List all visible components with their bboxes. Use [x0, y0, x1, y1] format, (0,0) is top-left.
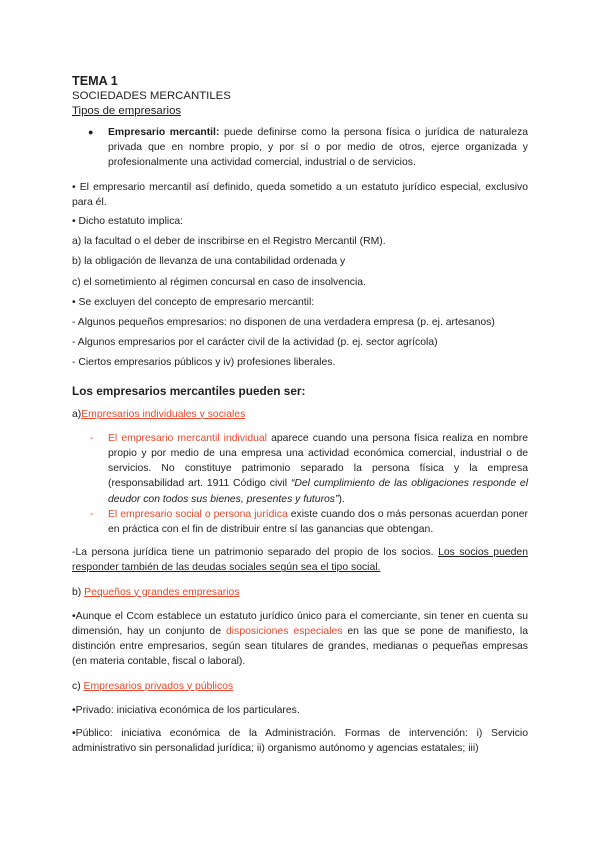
list-item: a) la facultad o el deber de inscribirse en el Registro Mercantil (RM).	[72, 236, 386, 248]
section-c-title: Empresarios privados y públicos	[83, 680, 234, 692]
list-item: - Algunos empresarios por el carácter civil de la actividad (p. ej. sector agrícola)	[72, 337, 438, 349]
definition-text: puede definirse como la persona física o jurídica de naturaleza privada que en nombre propio, y por sí o por medio de otros, ejerce organizada y profesionalmente una actividad comercial, industrial o de servicios.	[108, 127, 528, 169]
section-a-note	[72, 545, 528, 575]
page-subtitle: SOCIEDADES MERCANTILES	[72, 90, 231, 102]
section-c-heading	[72, 679, 528, 694]
item1-quote: “Del cumplimiento de las obligaciones responde el deudor con todos sus bienes, presentes y futuros”	[108, 478, 528, 505]
paragraph: • El empresario mercantil así definido, queda sometido a un estatuto jurídico especial, exclusivo para él.	[72, 181, 528, 208]
list-item: - Ciertos empresarios públicos y iv) profesiones liberales.	[72, 357, 336, 369]
section-b-heading	[72, 585, 528, 600]
list-item: b) la obligación de llevanza de una contabilidad ordenada y	[72, 256, 346, 268]
item2-text: existe cuando dos o más personas acuerdan poner en práctica con el fin de distribuir entre sí las ganancias que obtengan.	[108, 508, 528, 536]
paragraph: • Dicho estatuto implica:	[72, 216, 184, 228]
list-item: - Algunos pequeños empresarios: no disponen de una verdadera empresa (p. ej. artesanos)	[72, 317, 495, 329]
list-item	[72, 431, 528, 507]
item1-end: ).	[338, 493, 345, 505]
section-b-paragraph	[72, 609, 528, 670]
section-b-text-before: •Aunque el Ccom establece un estatuto jurídico único para el comerciante, sin tener en cuenta su dimensión, hay un conjunto de	[72, 610, 528, 638]
item2-highlight: El empresario social o persona jurídica	[108, 508, 288, 520]
definition-bullet	[72, 125, 528, 171]
dash-icon: -	[90, 508, 94, 520]
definition-term: Empresario mercantil:	[108, 127, 220, 138]
list-item	[72, 507, 528, 537]
note-text: -La persona jurídica tiene un patrimonio separado del propio de los socios.	[72, 547, 439, 559]
bullet-icon: ●	[88, 127, 94, 137]
paragraph: • Se excluyen del concepto de empresario mercantil:	[72, 296, 315, 308]
types-heading: Los empresarios mercantiles pueden ser:	[72, 383, 306, 398]
page-title: TEMA 1	[72, 74, 118, 88]
section-a-heading	[72, 407, 528, 422]
section-b-highlight: disposiciones especiales	[226, 626, 343, 638]
section-b-title: Pequeños y grandes empresarios	[84, 586, 240, 598]
section-a-prefix: a)	[72, 408, 82, 420]
section-a-title: Empresarios individuales y sociales	[81, 408, 246, 420]
item1-text: aparece cuando una persona física realiza en nombre propio y por medio de una empresa una actividad económica comercial, industrial o de servicios. No constituye patrimonio separado la persona física y la empresa (responsabilidad art. 1911 Código civil	[108, 432, 528, 490]
section-b-prefix: b)	[72, 586, 85, 598]
document-body	[72, 73, 528, 761]
list-item: c) el sometimiento al régimen concursal en caso de insolvencia.	[72, 276, 366, 288]
section-c-privado: •Privado: iniciativa económica de los particulares.	[72, 704, 300, 716]
section-a-list	[72, 431, 528, 537]
dash-icon: -	[90, 432, 94, 444]
note-underlined: Los socios pueden responder también de las deudas sociales según sea el tipo social.	[72, 547, 528, 574]
section-b-text-after: en las que se pone de manifiesto, la distinción entre empresarios, según sean titulares de grandes, medianas o pequeñas empresas (en materia contable, fiscal o laboral).	[72, 626, 528, 668]
section-c-prefix: c)	[72, 680, 84, 692]
section-c-publico: •Público: iniciativa económica de la Administración. Formas de intervención: i) Servicio administrativo sin personalidad jurídica; ii) organismo autónomo y agencias estatales; iii)	[72, 728, 528, 755]
section-heading: Tipos de empresarios	[72, 105, 182, 117]
item1-highlight: El empresario mercantil individual	[108, 432, 267, 444]
